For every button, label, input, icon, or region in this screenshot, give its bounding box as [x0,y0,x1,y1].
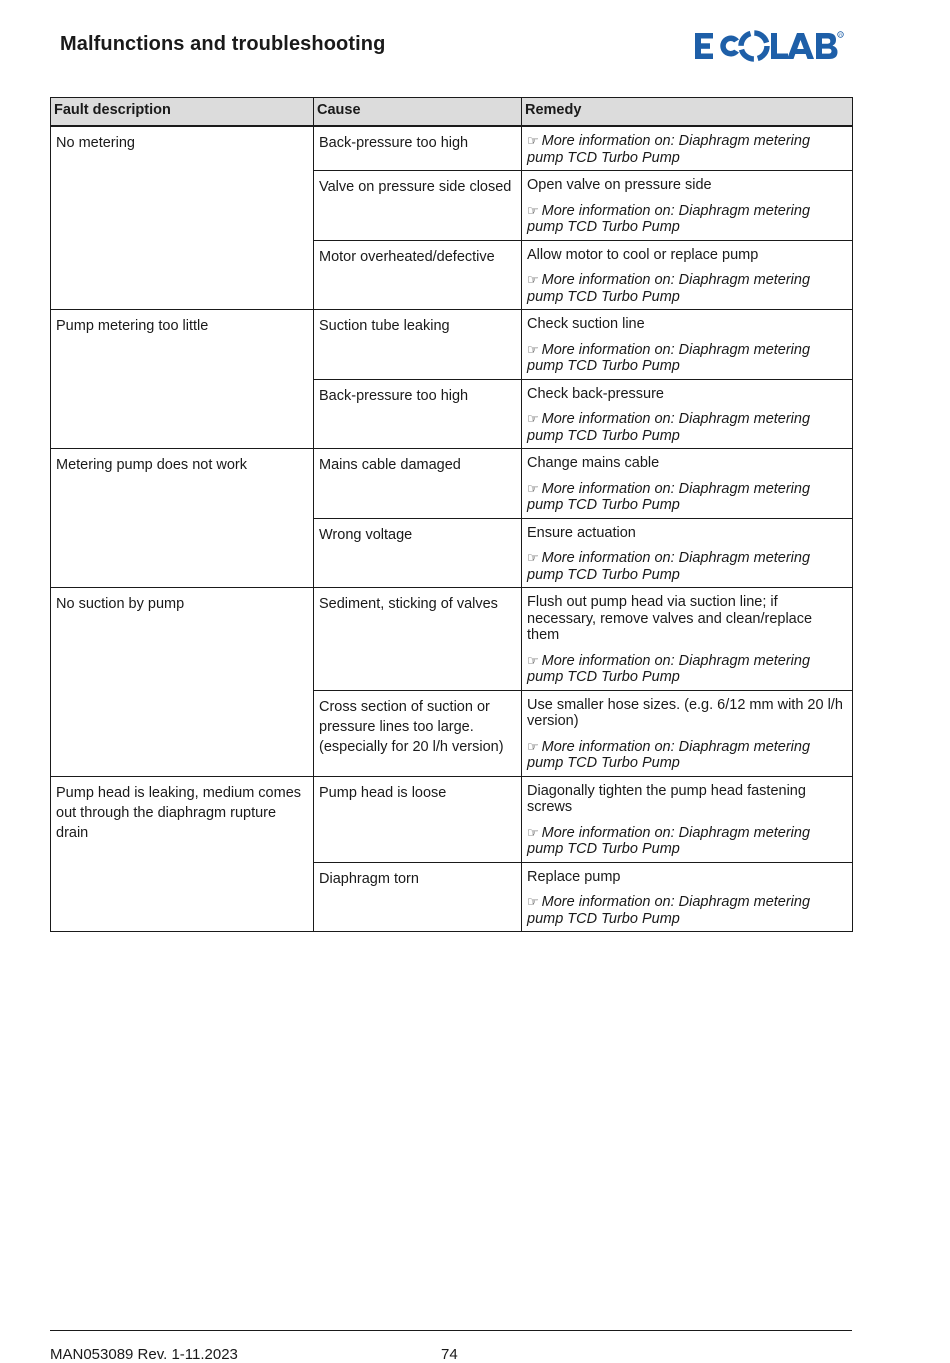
remedy-text: Diagonally tighten the pump head fastening screws [527,782,806,815]
column-header-fault: Fault description [51,98,314,127]
fault-description-cell: Pump head is leaking, medium comes out through the diaphragm rupture drain [51,776,314,932]
remedy-cell [522,588,853,691]
cause-cell: Mains cable damaged [314,449,522,519]
document-id: MAN053089 Rev. 1-11.2023 [50,1346,238,1363]
column-header-cause: Cause [314,98,522,127]
footer-divider [50,1330,852,1331]
more-info-reference[interactable] [527,203,847,236]
table-header-row [51,98,853,127]
hand-pointer-icon: ☞ [527,341,539,357]
more-info-reference[interactable] [527,739,847,772]
page-number: 74 [441,1346,458,1363]
remedy-cell [522,449,853,519]
remedy-text: Check suction line [527,316,645,332]
more-info-text: More information on: Diaphragm metering pump TCD Turbo Pump [527,411,811,444]
more-info-text: More information on: Diaphragm metering pump TCD Turbo Pump [527,272,811,305]
remedy-text: Allow motor to cool or replace pump [527,246,759,263]
fault-description-cell: No metering [51,126,314,310]
hand-pointer-icon: ☞ [527,480,539,496]
more-info-reference[interactable] [527,481,847,514]
remedy-cell [522,171,853,241]
ecolab-logo [694,30,844,67]
hand-pointer-icon: ☞ [527,550,539,565]
more-info-text: More information on: Diaphragm metering pump TCD Turbo Pump [527,738,811,771]
remedy-cell [522,310,853,380]
hand-pointer-icon: ☞ [527,894,539,909]
cause-cell: Cross section of suction or pressure lines too large. (especially for 20 l/h version) [314,690,522,776]
troubleshooting-table [50,97,853,932]
remedy-cell [522,126,853,171]
remedy-cell [522,776,853,862]
hand-pointer-icon: ☞ [527,738,539,754]
hand-pointer-icon: ☞ [527,133,539,148]
remedy-text: Use smaller hose sizes. (e.g. 6/12 mm with 20 l/h version) [527,696,843,729]
fault-description-cell: Pump metering too little [51,310,314,449]
remedy-text: Change mains cable [527,455,660,471]
hand-pointer-icon: ☞ [527,272,539,287]
remedy-text: Check back-pressure [527,385,664,402]
ecolab-logo-graphic [694,30,844,62]
page-title: Malfunctions and troubleshooting [60,33,386,55]
cause-cell: Valve on pressure side closed [314,171,522,241]
hand-pointer-icon: ☞ [527,652,539,668]
more-info-reference[interactable] [527,272,847,305]
more-info-text: More information on: Diaphragm metering pump TCD Turbo Pump [527,652,811,685]
hand-pointer-icon: ☞ [527,824,539,840]
more-info-reference[interactable] [527,411,847,444]
remedy-cell [522,690,853,776]
remedy-text: Open valve on pressure side [527,177,712,193]
cause-cell: Motor overheated/defective [314,240,522,310]
more-info-reference[interactable] [527,342,847,375]
more-info-text: More information on: Diaphragm metering pump TCD Turbo Pump [527,824,811,857]
more-info-reference[interactable] [527,825,847,858]
hand-pointer-icon: ☞ [527,411,539,426]
cause-cell: Back-pressure too high [314,379,522,449]
fault-description-cell: Metering pump does not work [51,449,314,588]
remedy-cell [522,379,853,449]
more-info-reference[interactable] [527,550,847,583]
table-row [51,588,853,691]
cause-cell: Diaphragm torn [314,862,522,932]
remedy-text: Ensure actuation [527,524,636,541]
more-info-reference[interactable] [527,894,847,927]
remedy-text: Replace pump [527,868,621,885]
fault-description-cell: No suction by pump [51,588,314,777]
cause-cell: Pump head is loose [314,776,522,862]
remedy-cell [522,862,853,932]
more-info-text: More information on: Diaphragm metering pump TCD Turbo Pump [527,133,811,166]
more-info-text: More information on: Diaphragm metering pump TCD Turbo Pump [527,341,811,374]
more-info-reference[interactable] [527,133,847,166]
table-row [51,449,853,519]
more-info-reference[interactable] [527,653,847,686]
cause-cell: Back-pressure too high [314,126,522,171]
column-header-remedy: Remedy [522,98,853,127]
table-row [51,310,853,380]
table-body [51,126,853,932]
table-row [51,776,853,862]
remedy-text: Flush out pump head via suction line; if necessary, remove valves and clean/replace them [527,594,813,643]
remedy-cell [522,240,853,310]
cause-cell: Suction tube leaking [314,310,522,380]
more-info-text: More information on: Diaphragm metering pump TCD Turbo Pump [527,550,811,583]
hand-pointer-icon: ☞ [527,202,539,218]
more-info-text: More information on: Diaphragm metering pump TCD Turbo Pump [527,480,811,513]
svg-text:R: R [839,32,843,38]
more-info-text: More information on: Diaphragm metering pump TCD Turbo Pump [527,894,811,927]
remedy-cell [522,518,853,588]
cause-cell: Wrong voltage [314,518,522,588]
cause-cell: Sediment, sticking of valves [314,588,522,691]
table-row [51,126,853,171]
more-info-text: More information on: Diaphragm metering pump TCD Turbo Pump [527,202,811,235]
